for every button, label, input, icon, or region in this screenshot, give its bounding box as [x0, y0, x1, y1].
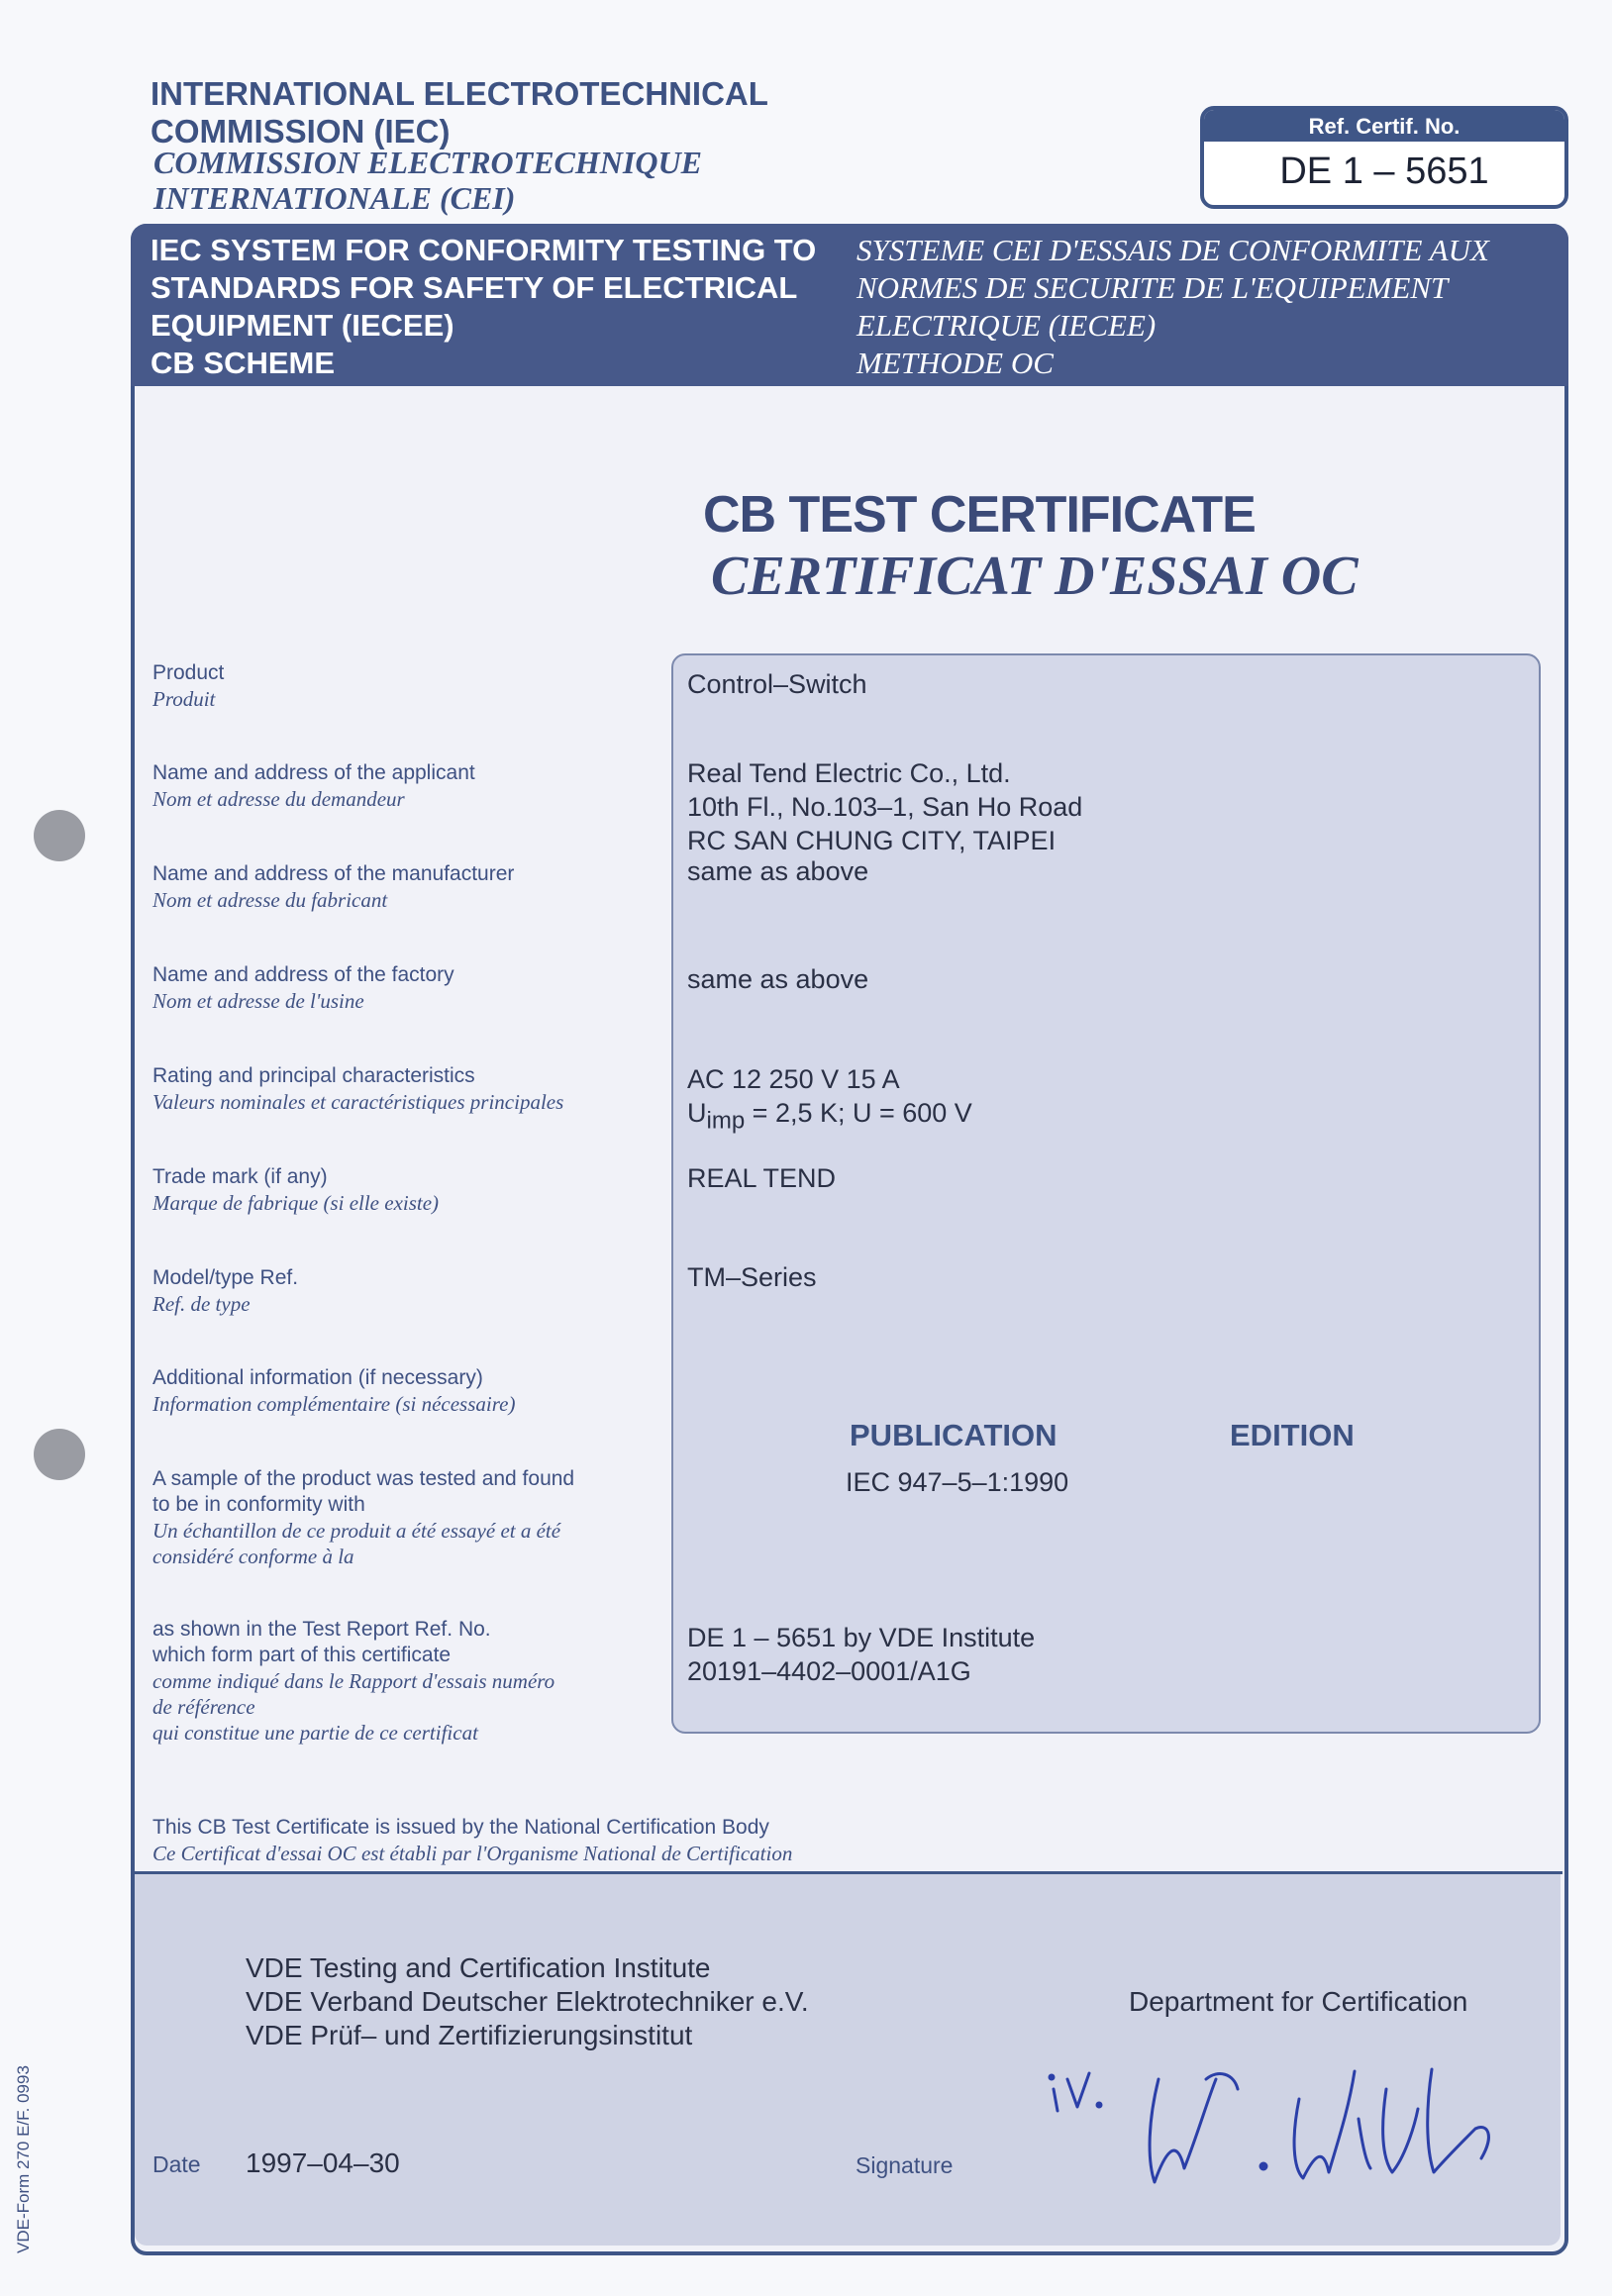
handwritten-signature: [1040, 2049, 1515, 2208]
date-value: 1997–04–30: [246, 2147, 400, 2178]
scheme-title-fr: SYSTEME CEI D'ESSAIS DE CONFORMITE AUX NORMES DE SECURITE DE L'EQUIPEMENT ELECTRIQUE (IECEE) METHODE OC: [856, 233, 1489, 380]
model-label: Model/type Ref. Ref. de type: [152, 1266, 299, 1316]
form-number: VDE-Form 270 E/F. 0993: [14, 2065, 33, 2253]
additional-info-label: Additional information (if necessary) Information complémentaire (si nécessaire): [152, 1366, 516, 1416]
publication-value: IEC 947–5–1:1990: [846, 1467, 1069, 1497]
organization-name-en: INTERNATIONAL ELECTROTECHNICAL COMMISSION (IEC): [151, 75, 768, 150]
certificate-title: CB TEST CERTIFICATE: [703, 486, 1256, 544]
date-label: Date: [152, 2151, 201, 2177]
report-value: DE 1 – 5651 by VDE Institute 20191–4402–0001/A1G: [687, 1623, 1036, 1686]
factory-value: same as above: [687, 964, 869, 994]
applicant-label: Name and address of the applicant Nom et adresse du demandeur: [152, 761, 475, 811]
scheme-title-en: IEC SYSTEM FOR CONFORMITY TESTING TO STANDARDS FOR SAFETY OF ELECTRICAL EQUIPMENT (IECEE) CB SCHEME: [151, 233, 817, 380]
rating-label: Rating and principal characteristics Valeurs nominales et caractéristiques principales: [152, 1064, 564, 1114]
manufacturer-value: same as above: [687, 856, 869, 886]
organization-name-fr: COMMISSION ELECTROTECHNIQUE INTERNATIONALE (CEI): [153, 145, 702, 216]
department-name: Department for Certification: [1129, 1986, 1468, 2017]
certification-institute: VDE Testing and Certification Institute VDE Verband Deutscher Elektrotechniker e.V. VDE Prüf– und Zertifizierungsinstitut: [246, 1952, 809, 2050]
signature-label: Signature: [856, 2152, 954, 2178]
product-value: Control–Switch: [687, 669, 867, 699]
reference-number-box: [1200, 106, 1568, 209]
punch-hole: [34, 1429, 85, 1480]
reference-label: Ref. Certif. No.: [1204, 110, 1564, 142]
certificate-title-fr: CERTIFICAT D'ESSAI OC: [711, 546, 1359, 607]
reference-number: DE 1 – 5651: [1279, 150, 1489, 192]
conformity-label: A sample of the product was tested and found to be in conformity with Un échantillon de ce produit a été essayé et a été considéré conforme à la: [152, 1467, 575, 1568]
rating-value: AC 12 250 V 15 A $U_{imp} = 2,5$ K; U = 600 V: [687, 1064, 972, 1135]
applicant-value: Real Tend Electric Co., Ltd. 10th Fl., No.103–1, San Ho Road RC SAN CHUNG CITY, TAIPEI: [687, 758, 1083, 855]
manufacturer-label: Name and address of the manufacturer Nom et adresse du fabricant: [152, 862, 515, 912]
punch-hole: [34, 810, 85, 861]
trademark-value: REAL TEND: [687, 1163, 837, 1193]
publication-heading: PUBLICATION: [850, 1418, 1058, 1452]
model-value: TM–Series: [687, 1262, 817, 1292]
issuing-statement: This CB Test Certificate is issued by the National Certification Body Ce Certificat d'essai OC est établi par l'Organisme National de Certification: [152, 1816, 793, 1865]
trademark-label: Trade mark (if any) Marque de fabrique (si elle existe): [152, 1165, 440, 1215]
factory-label: Name and address of the factory Nom et adresse de l'usine: [152, 963, 454, 1013]
product-label: Product Produit: [152, 661, 225, 711]
edition-heading: EDITION: [1230, 1418, 1355, 1452]
report-label: as shown in the Test Report Ref. No. which form part of this certificate comme indiqué dans le Rapport d'essais numéro de référence qui constitue une partie de ce certificat: [152, 1618, 555, 1745]
